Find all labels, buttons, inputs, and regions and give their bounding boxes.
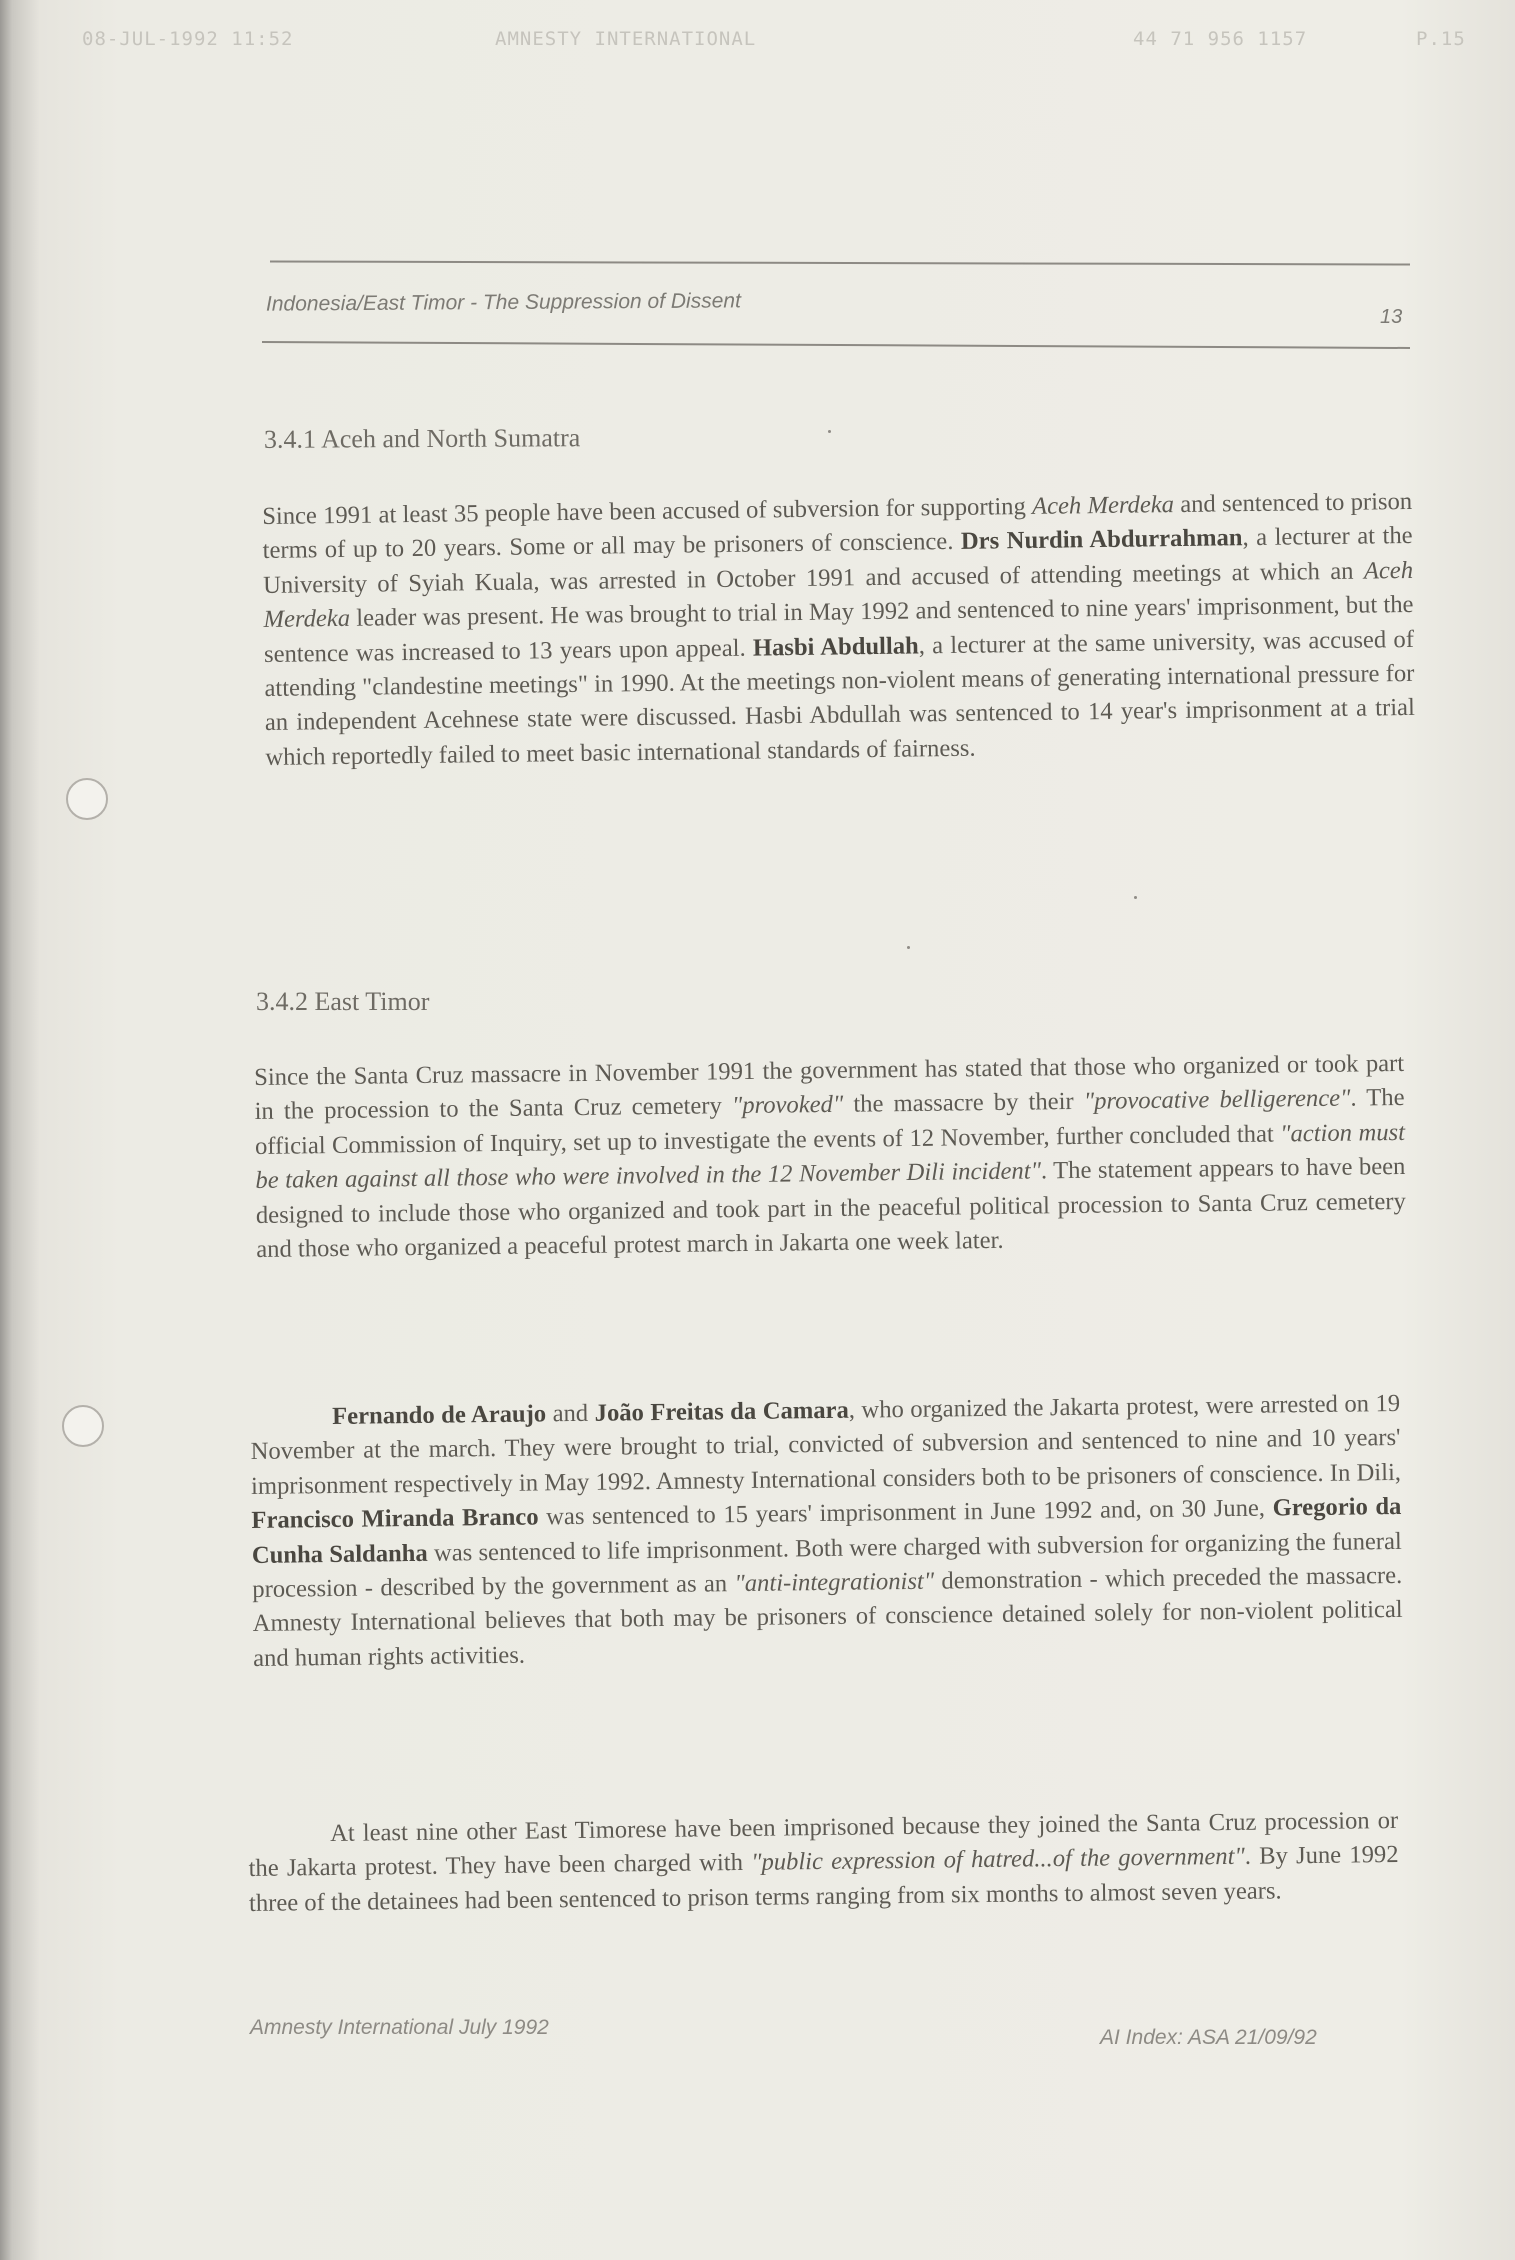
italic-text: "public expression of hatred...of the government" — [750, 1843, 1245, 1877]
running-head-title: Indonesia/East Timor - The Suppression of Dissent — [265, 289, 741, 316]
text-run: , who organized the Jakarta protest, were arrested on 19 November at the march. They were brought to trial, convicted of subversion and sentenced to nine and 10 years' imprisonment respectively in May 1992. Amnesty International considers both to be prisoners of conscience. In Dili, — [250, 1389, 1402, 1500]
fax-date-time: 08-JUL-1992 11:52 — [82, 28, 294, 50]
italic-text: "action must be taken against all those who were involved in the 12 November Dili incident" — [255, 1118, 1406, 1195]
paragraph — [262, 485, 1416, 775]
person-name: Fernando de Araujo — [332, 1400, 547, 1430]
italic-text: "provoked" — [731, 1091, 844, 1120]
footer-publisher: Amnesty International July 1992 — [250, 2016, 549, 2039]
binder-hole — [66, 778, 108, 820]
italic-text: Aceh Merdeka — [263, 556, 1414, 634]
person-name: João Freitas da Camara — [594, 1396, 849, 1427]
footer-ai-index: AI Index: ASA 21/09/92 — [1100, 2026, 1317, 2049]
page-number: 13 — [1380, 306, 1403, 328]
text-run: leader was present. He was brought to trial in May 1992 and sentenced to nine years' imprisonment, but the sentence was increased to 13 years upon appeal. — [263, 591, 1414, 668]
header-rule-bottom — [262, 341, 1410, 349]
person-name: Hasbi Abdullah — [752, 632, 919, 662]
text-run: and sentenced to prison terms of up to 20 years. Some or all may be prisoners of conscience. — [262, 487, 1413, 565]
text-run: and — [545, 1399, 595, 1428]
fax-sender-organization: AMNESTY INTERNATIONAL — [495, 28, 757, 50]
text-run: was sentenced to 15 years' imprisonment in June 1992 and, on 30 June, — [538, 1494, 1273, 1531]
italic-text: "anti-integrationist" — [734, 1567, 935, 1598]
italic-text: "provocative belligerence" — [1083, 1085, 1351, 1116]
paragraph — [254, 1047, 1406, 1267]
fax-phone-number: 44 71 956 1157 — [1133, 28, 1308, 50]
text-run: . By June 1992 three of the detainees had been sentenced to prison terms ranging from six months to almost seven years. — [248, 1841, 1399, 1917]
scan-speck — [828, 430, 831, 433]
paragraph — [248, 1804, 1399, 1921]
person-name: Drs Nurdin Abdurrahman — [960, 524, 1243, 556]
text-run: , a lecturer at the University of Syiah Kuala, was arrested in October 1991 and accused of attending meetings at which an — [262, 522, 1413, 599]
text-run: , a lecturer at the same university, was accused of attending "clandestine meetings" in 1990. At the meetings non-violent means of generating international pressure for an independent Acehnese state were discussed. Hasbi Abdullah was sentenced to 14 year's imprisonment at a trial which reportedly failed to meet basic international standards of fairness. — [264, 625, 1415, 771]
section-heading-aceh: 3.4.1 Aceh and North Sumatra — [263, 423, 581, 454]
person-name: Francisco Miranda Branco — [251, 1503, 539, 1535]
person-name: Gregorio da Cunha Saldanha — [251, 1493, 1402, 1569]
text-run: Since the Santa Cruz massacre in November 1991 the government has stated that those who organized or took part in the procession to the Santa Cruz cemetery — [254, 1049, 1405, 1126]
section-heading-east-timor: 3.4.2 East Timor — [256, 987, 430, 1016]
text-run: was sentenced to life imprisonment. Both were charged with subversion for organizing the funeral procession - described by the government as an — [252, 1527, 1402, 1604]
text-run: . The official Commission of Inquiry, set up to investigate the events of 12 November, further concluded that — [254, 1084, 1405, 1160]
scan-speck — [907, 946, 910, 949]
text-run: demonstration - which preceded the massacre. Amnesty International believes that both may be prisoners of conscience detained solely for non-violent political and human rights activities. — [252, 1561, 1403, 1672]
fax-transmission-header — [0, 28, 1515, 58]
binder-hole — [62, 1405, 104, 1447]
paragraph — [250, 1387, 1403, 1676]
header-rule-top — [270, 261, 1410, 266]
italic-text: Aceh Merdeka — [1031, 491, 1175, 520]
text-run: Since 1991 at least 35 people have been accused of subversion for supporting — [262, 492, 1033, 530]
scan-speck — [1134, 896, 1137, 899]
fax-page-number: P.15 — [1416, 28, 1466, 50]
text-run: . The statement appears to have been designed to include those who organized and took part in the peaceful political procession to Santa Cruz cemetery and those who organized a peaceful protest march in Jakarta one week later. — [255, 1153, 1406, 1264]
text-run: the massacre by their — [843, 1088, 1084, 1119]
text-run: At least nine other East Timorese have been imprisoned because they joined the Santa Cruz procession or the Jakarta protest. They have been charged with — [248, 1806, 1399, 1883]
